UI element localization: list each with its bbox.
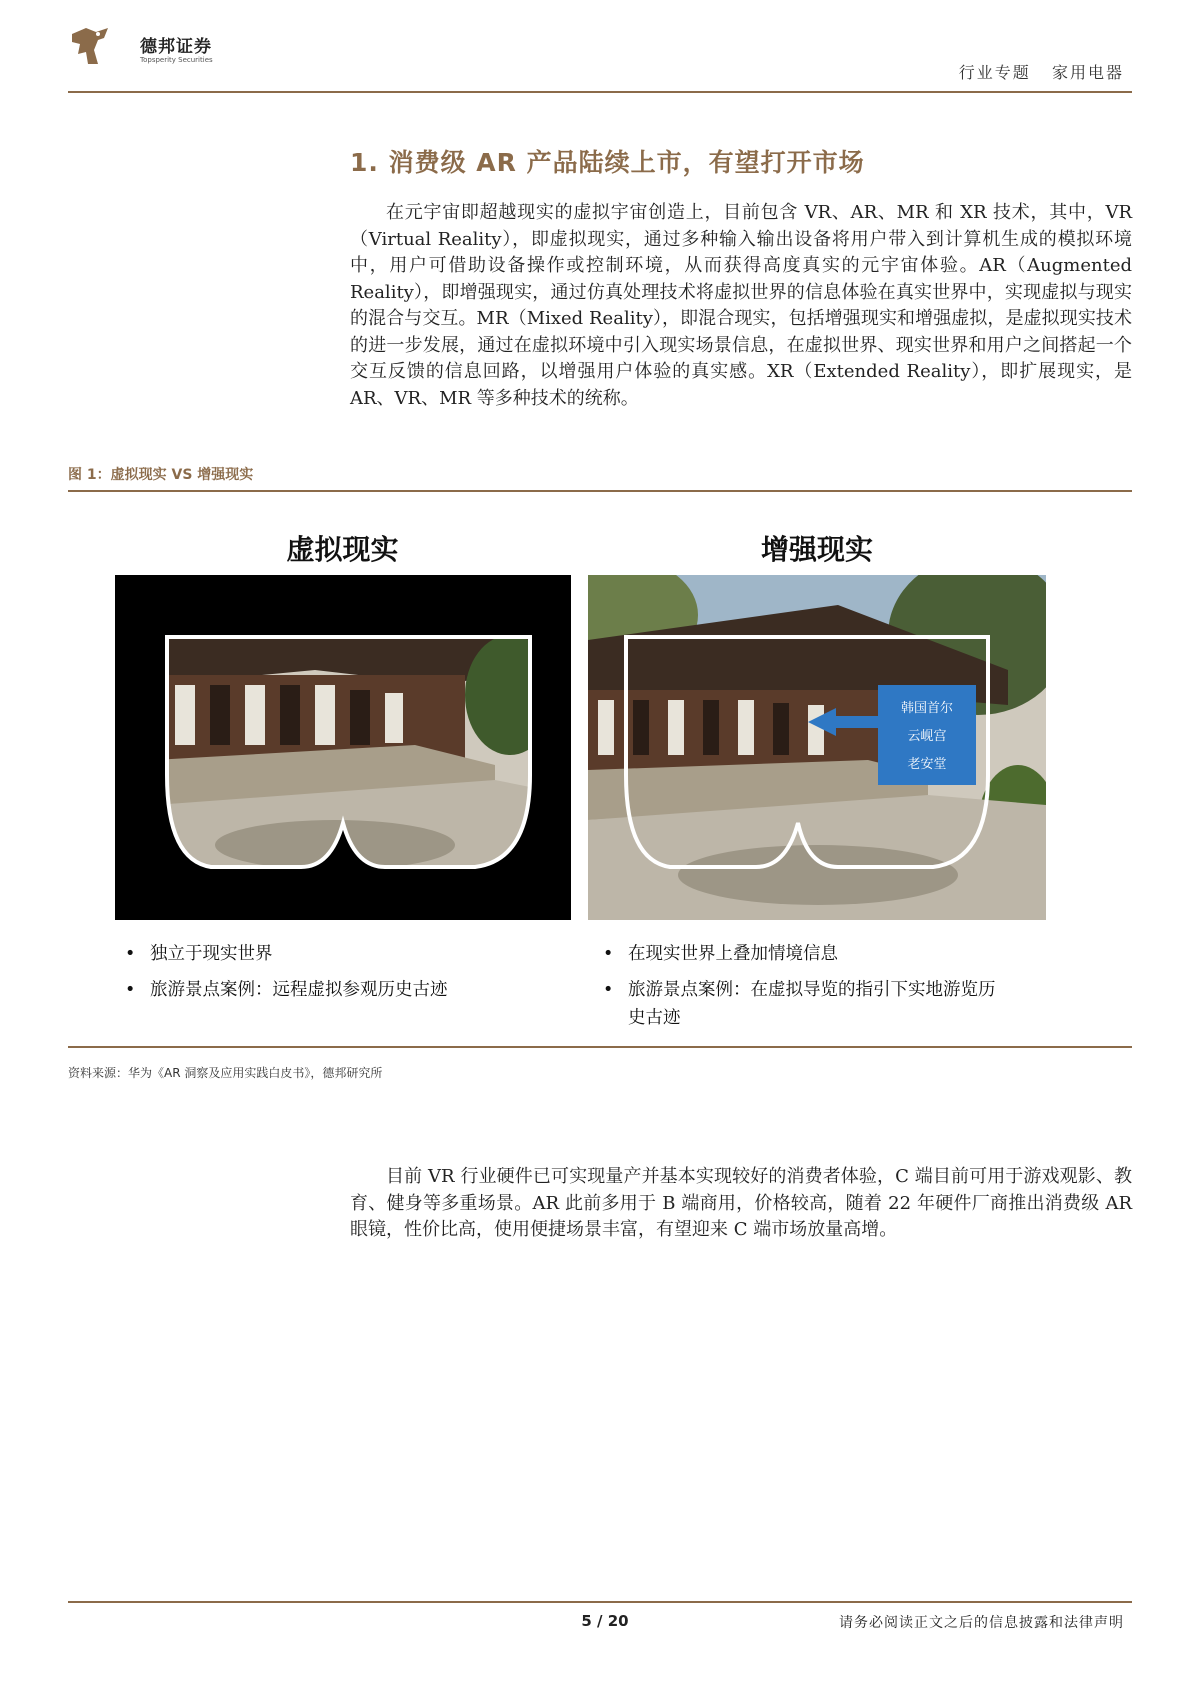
legal-disclaimer: 请务必阅读正文之后的信息披露和法律声明 [839,1615,1124,1631]
ar-bullet-item: • 旅游景点案例：在虚拟导览的指引下实地游览历史古迹 [598,976,1008,1032]
vr-bullet-item: • 旅游景点案例：远程虚拟参观历史古迹 [120,976,560,1004]
header-divider [68,91,1132,93]
ar-overlay-line-1: 韩国首尔 [900,701,954,716]
report-category: 行业专题 家用电器 [958,63,1124,82]
body-paragraph-1: 在元宇宙即超越现实的虚拟宇宙创造上，目前包含 VR、AR、MR 和 XR 技术，其中，VR（Virtual Reality），即虚拟现实，通过多种输入输出设备将用户带入到计算机生成的模拟环境中，用户可借助设备操作或控制环境，从而获得高度真实的元宇宙体验。AR（Augmented Reality），即增强现实，通过仿真处理技术将虚拟世界的信息体验在真实世界中，实现虚拟与现实的混合与交互。MR（Mixed Reality），即混合现实，包括增强现实和增强虚拟，是虚拟现实技术的进一步发展，通过在虚拟环境中引入现实场景信息，在虚拟世界、现实世界和用户之间搭起一个交互反馈的信息回路，以增强用户体验的真实感。XR（Extended Reality），即扩展现实，是 AR、VR、MR 等多种技术的统称。 [350,202,1132,409]
footer-divider [68,1601,1132,1603]
logo-company-name: 德邦证券 [140,37,212,57]
ar-heading: 增强现实 [760,533,873,566]
vr-illustration [115,575,571,920]
vr-bullet-item: • 独立于现实世界 [120,940,560,968]
ar-bullet-list [598,940,1058,1040]
section-title: 1. 消费级 AR 产品陆续上市，有望打开市场 [350,148,865,177]
company-logo [68,24,238,70]
figure-title: 图 1：虚拟现实 VS 增强现实 [68,467,254,483]
ar-illustration [588,575,1046,920]
figure-source: 资料来源：华为《AR 洞察及应用实践白皮书》，德邦研究所 [68,1066,383,1080]
page-number: 5 / 20 [581,1612,629,1630]
ar-overlay-line-3: 老安堂 [907,757,947,772]
figure-bottom-divider [68,1046,1132,1048]
body-paragraph-2: 目前 VR 行业硬件已可实现量产并基本实现较好的消费者体验，C 端目前可用于游戏观影、教育、健身等多重场景。AR 此前多用于 B 端商用，价格较高，随着 22 年硬件厂商推出消费级 AR 眼镜，性价比高，使用便捷场景丰富，有望迎来 C 端市场放量高增。 [350,1166,1132,1240]
logo-company-english: Topsperity Securities [140,56,213,64]
ar-bullet-item: • 在现实世界上叠加情境信息 [598,940,1058,968]
ar-overlay-line-2: 云岘宫 [907,729,947,744]
logo-emblem-icon [68,24,112,68]
figure-top-divider [68,490,1132,492]
vr-bullet-list [120,940,560,1012]
vr-heading: 虚拟现实 [286,533,399,566]
